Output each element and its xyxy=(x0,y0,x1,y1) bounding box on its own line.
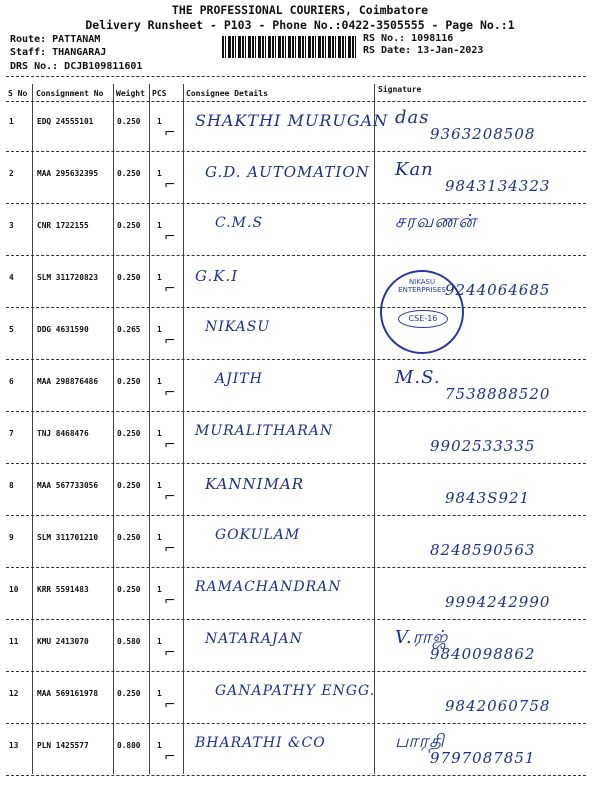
row-sno: 9 xyxy=(9,533,14,542)
consignment-number: EDQ 24555101 xyxy=(37,117,94,126)
rs-number: RS No.: 1098116 xyxy=(363,33,454,44)
check-mark-icon: ⌐ xyxy=(164,697,176,713)
signature-mark: V.ராஜ் xyxy=(395,627,449,648)
pcs-value: 1 xyxy=(157,429,162,438)
consignment-number: SLM 311720823 xyxy=(37,273,99,282)
check-mark-icon: ⌐ xyxy=(164,645,176,661)
signature-phone: 9244064685 xyxy=(445,281,551,299)
consignment-number: KMU 2413070 xyxy=(37,637,89,646)
weight-value: 0.800 xyxy=(117,741,141,750)
col-consignment: Consignment No xyxy=(36,89,104,98)
signature-phone: 9797087851 xyxy=(430,749,536,767)
row-sno: 11 xyxy=(9,637,19,646)
signature-phone: 9843134323 xyxy=(445,177,551,195)
col-consignee: Consignee Details xyxy=(186,89,268,98)
pcs-value: 1 xyxy=(157,481,162,490)
row-sno: 12 xyxy=(9,689,19,698)
consignee-name: NATARAJAN xyxy=(205,631,303,647)
row-divider xyxy=(6,151,586,152)
check-mark-icon: ⌐ xyxy=(164,541,176,557)
check-mark-icon: ⌐ xyxy=(164,229,176,245)
staff-label: Staff: THANGARAJ xyxy=(10,47,107,58)
signature-mark: பாரதி xyxy=(395,731,445,752)
weight-value: 0.250 xyxy=(117,221,141,230)
col-sno: S No xyxy=(8,89,28,98)
row-divider xyxy=(6,567,586,568)
consignment-number: MAA 567733056 xyxy=(37,481,99,490)
pcs-value: 1 xyxy=(157,325,162,334)
drs-number: DRS No.: DCJB109811601 xyxy=(10,61,143,72)
weight-value: 0.250 xyxy=(117,585,141,594)
weight-value: 0.250 xyxy=(117,273,141,282)
row-divider xyxy=(6,723,586,724)
barcode xyxy=(222,36,357,58)
consignee-name: BHARATHI &CO xyxy=(195,735,326,751)
row-sno: 2 xyxy=(9,169,14,178)
header-divider xyxy=(6,76,586,77)
consignment-number: DDG 4631590 xyxy=(37,325,89,334)
row-divider xyxy=(6,203,586,204)
col-pcs: PCS xyxy=(152,89,167,98)
row-sno: 7 xyxy=(9,429,14,438)
company-stamp xyxy=(380,270,464,354)
weight-value: 0.250 xyxy=(117,533,141,542)
row-divider xyxy=(6,775,586,776)
consignee-name: GANAPATHY ENGG. xyxy=(215,683,376,699)
weight-value: 0.250 xyxy=(117,689,141,698)
col-weight: Weight xyxy=(116,89,145,98)
consignee-name: SHAKTHI MURUGAN xyxy=(195,111,389,130)
row-sno: 5 xyxy=(9,325,14,334)
consignee-name: GOKULAM xyxy=(215,527,301,543)
table-header-divider xyxy=(6,101,586,102)
row-sno: 8 xyxy=(9,481,14,490)
row-sno: 1 xyxy=(9,117,14,126)
weight-value: 0.250 xyxy=(117,481,141,490)
check-mark-icon: ⌐ xyxy=(164,281,176,297)
check-mark-icon: ⌐ xyxy=(164,177,176,193)
consignee-name: RAMACHANDRAN xyxy=(195,579,342,595)
row-divider xyxy=(6,515,586,516)
consignee-name: G.D. AUTOMATION xyxy=(205,163,370,181)
check-mark-icon: ⌐ xyxy=(164,385,176,401)
signature-mark: das xyxy=(395,107,430,128)
consignee-name: MURALITHARAN xyxy=(195,423,334,439)
consignment-number: KRR 5591483 xyxy=(37,585,89,594)
stamp-ring-text: NIKASU ENTERPRISES xyxy=(398,278,446,294)
pcs-value: 1 xyxy=(157,273,162,282)
route-label: Route: PATTANAM xyxy=(10,34,101,45)
signature-phone: 9842060758 xyxy=(445,697,551,715)
row-divider xyxy=(6,307,586,308)
weight-value: 0.250 xyxy=(117,169,141,178)
consignment-number: MAA 298876486 xyxy=(37,377,99,386)
pcs-value: 1 xyxy=(157,221,162,230)
signature-phone: 8248590563 xyxy=(430,541,536,559)
runsheet-title: Delivery Runsheet - P103 - Phone No.:0422-3505555 - Page No.:1 xyxy=(85,18,515,32)
signature-phone: 9840098862 xyxy=(430,645,536,663)
pcs-value: 1 xyxy=(157,169,162,178)
consignment-number: MAA 295632395 xyxy=(37,169,99,178)
weight-value: 0.580 xyxy=(117,637,141,646)
pcs-value: 1 xyxy=(157,689,162,698)
check-mark-icon: ⌐ xyxy=(164,437,176,453)
pcs-value: 1 xyxy=(157,533,162,542)
consignee-name: AJITH xyxy=(215,371,263,387)
check-mark-icon: ⌐ xyxy=(164,749,176,765)
row-divider xyxy=(6,463,586,464)
stamp-center: CSE-16 xyxy=(398,310,448,328)
signature-phone: 7538888520 xyxy=(445,385,551,403)
row-sno: 4 xyxy=(9,273,14,282)
row-divider xyxy=(6,671,586,672)
row-sno: 6 xyxy=(9,377,14,386)
pcs-value: 1 xyxy=(157,585,162,594)
consignee-name: KANNIMAR xyxy=(205,475,305,493)
check-mark-icon: ⌐ xyxy=(164,333,176,349)
weight-value: 0.250 xyxy=(117,429,141,438)
consignee-name: NIKASU xyxy=(205,319,271,335)
consignee-name: G.K.I xyxy=(195,267,239,285)
signature-phone: 9843S921 xyxy=(445,489,531,507)
consignee-name: C.M.S xyxy=(215,215,264,231)
consignment-number: CNR 1722155 xyxy=(37,221,89,230)
company-title: THE PROFESSIONAL COURIERS, Coimbatore xyxy=(171,3,429,17)
weight-value: 0.250 xyxy=(117,117,141,126)
check-mark-icon: ⌐ xyxy=(164,489,176,505)
signature-mark: சரவணன் xyxy=(395,211,477,232)
row-divider xyxy=(6,411,586,412)
row-divider xyxy=(6,619,586,620)
row-sno: 3 xyxy=(9,221,14,230)
signature-phone: 9363208508 xyxy=(430,125,536,143)
consignment-number: MAA 569161978 xyxy=(37,689,99,698)
row-sno: 13 xyxy=(9,741,19,750)
weight-value: 0.265 xyxy=(117,325,141,334)
row-divider xyxy=(6,255,586,256)
row-divider xyxy=(6,359,586,360)
consignment-number: PLN 1425577 xyxy=(37,741,89,750)
consignment-number: TNJ 8468476 xyxy=(37,429,89,438)
pcs-value: 1 xyxy=(157,637,162,646)
consignment-number: SLM 311701210 xyxy=(37,533,99,542)
pcs-value: 1 xyxy=(157,377,162,386)
signature-phone: 9902533335 xyxy=(430,437,536,455)
check-mark-icon: ⌐ xyxy=(164,125,176,141)
weight-value: 0.250 xyxy=(117,377,141,386)
pcs-value: 1 xyxy=(157,117,162,126)
rs-date: RS Date: 13-Jan-2023 xyxy=(363,45,484,56)
signature-mark: M.S. xyxy=(395,367,441,388)
row-sno: 10 xyxy=(9,585,19,594)
signature-mark: Kan xyxy=(395,159,434,180)
col-signature: Signature xyxy=(378,85,422,94)
check-mark-icon: ⌐ xyxy=(164,593,176,609)
signature-phone: 9994242990 xyxy=(445,593,551,611)
pcs-value: 1 xyxy=(157,741,162,750)
